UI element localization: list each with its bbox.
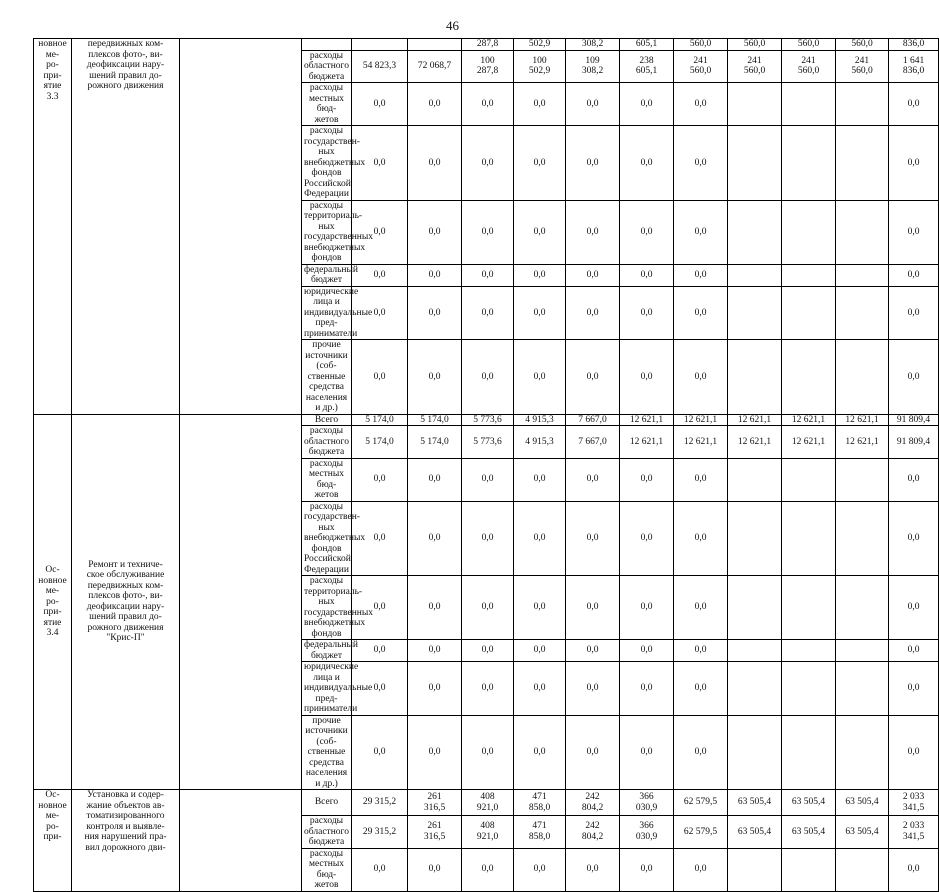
value-cell: 366 030,9	[620, 816, 674, 849]
value-cell	[836, 576, 889, 640]
value-cell: 0,0	[352, 200, 408, 264]
value-cell: 5 174,0	[408, 414, 462, 426]
funding-source: расходы областного бюджета	[302, 426, 352, 459]
value-cell: 5 174,0	[352, 414, 408, 426]
value-cell: 366 030,9	[620, 790, 674, 816]
value-cell: 91 809,4	[889, 426, 939, 459]
funding-source: расходы территориаль- ных государственных внебюджетных фондов	[302, 200, 352, 264]
page-number: 46	[446, 18, 459, 33]
value-cell: 0,0	[566, 126, 620, 201]
value-cell: 0,0	[674, 340, 728, 415]
value-cell: 12 621,1	[836, 426, 889, 459]
value-cell	[782, 501, 836, 576]
value-cell: 4 915,3	[514, 414, 566, 426]
value-cell: 12 621,1	[674, 426, 728, 459]
value-cell: 0,0	[352, 640, 408, 662]
value-cell	[836, 83, 889, 126]
value-cell	[836, 264, 889, 286]
value-cell: 63 505,4	[728, 790, 782, 816]
value-cell: 0,0	[462, 83, 514, 126]
value-cell: 502,9	[514, 39, 566, 51]
value-cell: 0,0	[352, 286, 408, 340]
value-cell	[728, 126, 782, 201]
value-cell: 0,0	[674, 458, 728, 501]
value-cell: 0,0	[889, 286, 939, 340]
value-cell	[728, 83, 782, 126]
value-cell: 0,0	[566, 640, 620, 662]
funding-source: юридические лица и индивидуальные пред- приниматели	[302, 662, 352, 716]
value-cell: 0,0	[408, 83, 462, 126]
funding-source: расходы государствен- ных внебюджетных фондов Российской Федерации	[302, 501, 352, 576]
value-cell: 0,0	[514, 640, 566, 662]
value-cell: 605,1	[620, 39, 674, 51]
value-cell	[728, 848, 782, 891]
value-cell: 0,0	[620, 662, 674, 716]
status-cell	[180, 39, 302, 415]
value-cell: 0,0	[566, 83, 620, 126]
value-cell: 0,0	[620, 200, 674, 264]
value-cell: 0,0	[352, 501, 408, 576]
value-cell: 0,0	[514, 501, 566, 576]
value-cell: 12 621,1	[674, 414, 728, 426]
value-cell: 0,0	[674, 264, 728, 286]
value-cell: 0,0	[408, 264, 462, 286]
value-cell: 62 579,5	[674, 816, 728, 849]
value-cell	[728, 286, 782, 340]
value-cell	[836, 126, 889, 201]
value-cell: 0,0	[408, 640, 462, 662]
funding-source: федеральный бюджет	[302, 640, 352, 662]
funding-source: расходы территориаль- ных государственных внебюджетных фондов	[302, 576, 352, 640]
funding-source: юридические лица и индивидуальные пред- приниматели	[302, 286, 352, 340]
value-cell: 54 823,3	[352, 50, 408, 83]
value-cell: 408 921,0	[462, 816, 514, 849]
value-cell: 0,0	[514, 126, 566, 201]
value-cell: 0,0	[462, 662, 514, 716]
value-cell	[782, 126, 836, 201]
value-cell: 241 560,0	[782, 50, 836, 83]
value-cell	[728, 340, 782, 415]
value-cell: 5 773,6	[462, 414, 514, 426]
value-cell: 2 033 341,5	[889, 816, 939, 849]
status-cell	[180, 414, 302, 790]
value-cell: 63 505,4	[782, 790, 836, 816]
value-cell: 0,0	[408, 458, 462, 501]
value-cell	[782, 576, 836, 640]
value-cell: 0,0	[514, 715, 566, 790]
value-cell: 0,0	[566, 662, 620, 716]
value-cell	[782, 662, 836, 716]
value-cell: 0,0	[408, 576, 462, 640]
value-cell: 0,0	[514, 576, 566, 640]
table-row	[34, 790, 939, 816]
value-cell: 261 316,5	[408, 790, 462, 816]
table-row	[34, 39, 939, 51]
value-cell	[782, 715, 836, 790]
value-cell	[782, 200, 836, 264]
value-cell: 0,0	[620, 848, 674, 891]
value-cell: 308,2	[566, 39, 620, 51]
value-cell	[836, 340, 889, 415]
value-cell: 62 579,5	[674, 790, 728, 816]
value-cell: 0,0	[352, 848, 408, 891]
value-cell	[782, 286, 836, 340]
value-cell	[836, 458, 889, 501]
value-cell: 12 621,1	[836, 414, 889, 426]
value-cell	[728, 715, 782, 790]
value-cell: 0,0	[674, 126, 728, 201]
value-cell: 0,0	[674, 576, 728, 640]
value-cell: 91 809,4	[889, 414, 939, 426]
value-cell: 0,0	[566, 264, 620, 286]
value-cell: 7 667,0	[566, 426, 620, 459]
funding-source: расходы местных бюд- жетов	[302, 83, 352, 126]
value-cell: 0,0	[889, 126, 939, 201]
value-cell: 0,0	[620, 83, 674, 126]
measure-name: Ремонт и техниче- ское обслуживание передвижных ком- плексов фото-, ви- деофиксации нару- шений правил до- рожного движения "Крис-П"	[72, 414, 180, 790]
value-cell	[836, 200, 889, 264]
value-cell: 0,0	[620, 126, 674, 201]
value-cell: 0,0	[462, 340, 514, 415]
value-cell: 1 641 836,0	[889, 50, 939, 83]
value-cell: 0,0	[889, 200, 939, 264]
value-cell: 0,0	[566, 848, 620, 891]
value-cell: 0,0	[462, 264, 514, 286]
value-cell: 0,0	[674, 640, 728, 662]
value-cell: 12 621,1	[728, 414, 782, 426]
value-cell	[352, 39, 408, 51]
measure-code: Ос- новное ме- ро- при-	[34, 790, 72, 892]
value-cell: 0,0	[889, 264, 939, 286]
value-cell: 5 174,0	[352, 426, 408, 459]
value-cell: 560,0	[836, 39, 889, 51]
value-cell	[782, 264, 836, 286]
value-cell: 836,0	[889, 39, 939, 51]
value-cell: 0,0	[514, 458, 566, 501]
value-cell: 0,0	[889, 640, 939, 662]
value-cell: 560,0	[728, 39, 782, 51]
table-row	[34, 414, 939, 426]
value-cell: 109 308,2	[566, 50, 620, 83]
value-cell	[836, 715, 889, 790]
value-cell: 0,0	[462, 126, 514, 201]
value-cell: 100 502,9	[514, 50, 566, 83]
value-cell	[782, 640, 836, 662]
value-cell: 12 621,1	[620, 414, 674, 426]
value-cell: 0,0	[566, 501, 620, 576]
value-cell: 471 858,0	[514, 790, 566, 816]
value-cell: 0,0	[620, 576, 674, 640]
value-cell: 2 033 341,5	[889, 790, 939, 816]
funding-source: Всего	[302, 414, 352, 426]
value-cell: 0,0	[352, 458, 408, 501]
funding-source: Всего	[302, 790, 352, 816]
value-cell: 12 621,1	[782, 414, 836, 426]
value-cell: 0,0	[620, 264, 674, 286]
value-cell: 408 921,0	[462, 790, 514, 816]
funding-source: расходы областного бюджета	[302, 816, 352, 849]
value-cell: 0,0	[674, 715, 728, 790]
value-cell: 0,0	[566, 576, 620, 640]
value-cell: 0,0	[462, 640, 514, 662]
value-cell: 0,0	[408, 501, 462, 576]
value-cell: 238 605,1	[620, 50, 674, 83]
value-cell: 242 804,2	[566, 790, 620, 816]
value-cell: 0,0	[408, 340, 462, 415]
value-cell: 0,0	[674, 662, 728, 716]
value-cell: 0,0	[620, 501, 674, 576]
value-cell: 241 560,0	[674, 50, 728, 83]
value-cell: 0,0	[408, 200, 462, 264]
funding-source: расходы областного бюджета	[302, 50, 352, 83]
value-cell: 261 316,5	[408, 816, 462, 849]
measure-name: Установка и содер- жание объектов ав- томатизированного контроля и выявле- ния нарушений пра- вил дорожного дви-	[72, 790, 180, 892]
value-cell: 0,0	[408, 848, 462, 891]
funding-source: прочие источники (соб- ственные средства населения и др.)	[302, 715, 352, 790]
value-cell	[836, 662, 889, 716]
value-cell: 100 287,8	[462, 50, 514, 83]
funding-source: расходы государствен- ных внебюджетных фондов Российской Федерации	[302, 126, 352, 201]
value-cell: 0,0	[352, 715, 408, 790]
value-cell: 0,0	[408, 715, 462, 790]
value-cell: 287,8	[462, 39, 514, 51]
value-cell: 0,0	[566, 458, 620, 501]
value-cell: 0,0	[514, 83, 566, 126]
value-cell	[728, 200, 782, 264]
value-cell: 241 560,0	[728, 50, 782, 83]
value-cell: 63 505,4	[728, 816, 782, 849]
measure-code: новное ме- ро- при- ятие 3.3	[34, 39, 72, 415]
value-cell: 0,0	[620, 640, 674, 662]
value-cell: 0,0	[566, 715, 620, 790]
measure-name: передвижных ком- плексов фото-, ви- деофиксации нару- шений правил до- рожного движения	[72, 39, 180, 415]
value-cell: 0,0	[352, 264, 408, 286]
value-cell: 0,0	[889, 83, 939, 126]
value-cell: 0,0	[889, 501, 939, 576]
value-cell: 29 315,2	[352, 816, 408, 849]
measure-code: Ос- новное ме- ро- при- ятие 3.4	[34, 414, 72, 790]
value-cell	[836, 501, 889, 576]
value-cell	[836, 640, 889, 662]
value-cell: 0,0	[514, 264, 566, 286]
value-cell: 560,0	[782, 39, 836, 51]
value-cell: 0,0	[462, 715, 514, 790]
value-cell: 0,0	[566, 286, 620, 340]
value-cell: 29 315,2	[352, 790, 408, 816]
value-cell: 72 068,7	[408, 50, 462, 83]
value-cell: 0,0	[620, 715, 674, 790]
value-cell: 12 621,1	[620, 426, 674, 459]
value-cell: 5 773,6	[462, 426, 514, 459]
value-cell	[782, 340, 836, 415]
value-cell	[728, 264, 782, 286]
value-cell	[728, 662, 782, 716]
value-cell: 0,0	[566, 340, 620, 415]
value-cell	[782, 848, 836, 891]
value-cell: 0,0	[514, 340, 566, 415]
value-cell: 0,0	[889, 458, 939, 501]
value-cell: 0,0	[620, 458, 674, 501]
value-cell: 560,0	[674, 39, 728, 51]
value-cell: 471 858,0	[514, 816, 566, 849]
value-cell: 0,0	[566, 200, 620, 264]
value-cell	[728, 576, 782, 640]
value-cell: 0,0	[462, 576, 514, 640]
funding-source: расходы местных бюд- жетов	[302, 458, 352, 501]
value-cell: 0,0	[352, 126, 408, 201]
status-cell	[180, 790, 302, 892]
funding-source	[302, 39, 352, 51]
value-cell: 0,0	[462, 200, 514, 264]
funding-source: расходы местных бюд- жетов	[302, 848, 352, 891]
value-cell	[836, 286, 889, 340]
value-cell: 0,0	[408, 662, 462, 716]
value-cell: 0,0	[674, 200, 728, 264]
value-cell: 0,0	[514, 200, 566, 264]
value-cell	[782, 458, 836, 501]
value-cell: 0,0	[352, 662, 408, 716]
value-cell	[836, 848, 889, 891]
value-cell: 0,0	[408, 286, 462, 340]
funding-table	[33, 38, 939, 892]
value-cell: 0,0	[620, 340, 674, 415]
value-cell: 0,0	[889, 340, 939, 415]
value-cell: 7 667,0	[566, 414, 620, 426]
value-cell: 63 505,4	[782, 816, 836, 849]
value-cell: 0,0	[674, 848, 728, 891]
funding-source: федеральный бюджет	[302, 264, 352, 286]
value-cell: 0,0	[352, 576, 408, 640]
value-cell: 0,0	[674, 83, 728, 126]
value-cell	[728, 640, 782, 662]
value-cell: 63 505,4	[836, 816, 889, 849]
value-cell: 0,0	[674, 286, 728, 340]
value-cell	[728, 458, 782, 501]
value-cell: 63 505,4	[836, 790, 889, 816]
value-cell: 12 621,1	[782, 426, 836, 459]
funding-source: прочие источники (соб- ственные средства населения и др.)	[302, 340, 352, 415]
value-cell: 0,0	[408, 126, 462, 201]
value-cell: 0,0	[889, 848, 939, 891]
value-cell: 241 560,0	[836, 50, 889, 83]
value-cell: 0,0	[889, 662, 939, 716]
value-cell: 0,0	[889, 576, 939, 640]
value-cell: 0,0	[462, 848, 514, 891]
value-cell: 0,0	[620, 286, 674, 340]
value-cell: 0,0	[514, 286, 566, 340]
value-cell: 12 621,1	[728, 426, 782, 459]
value-cell: 5 174,0	[408, 426, 462, 459]
value-cell	[728, 501, 782, 576]
value-cell: 0,0	[352, 340, 408, 415]
value-cell: 0,0	[674, 501, 728, 576]
value-cell: 4 915,3	[514, 426, 566, 459]
value-cell: 0,0	[514, 662, 566, 716]
value-cell: 242 804,2	[566, 816, 620, 849]
value-cell	[782, 83, 836, 126]
value-cell: 0,0	[352, 83, 408, 126]
value-cell	[408, 39, 462, 51]
value-cell: 0,0	[462, 501, 514, 576]
value-cell: 0,0	[462, 286, 514, 340]
value-cell: 0,0	[889, 715, 939, 790]
value-cell: 0,0	[514, 848, 566, 891]
value-cell: 0,0	[462, 458, 514, 501]
